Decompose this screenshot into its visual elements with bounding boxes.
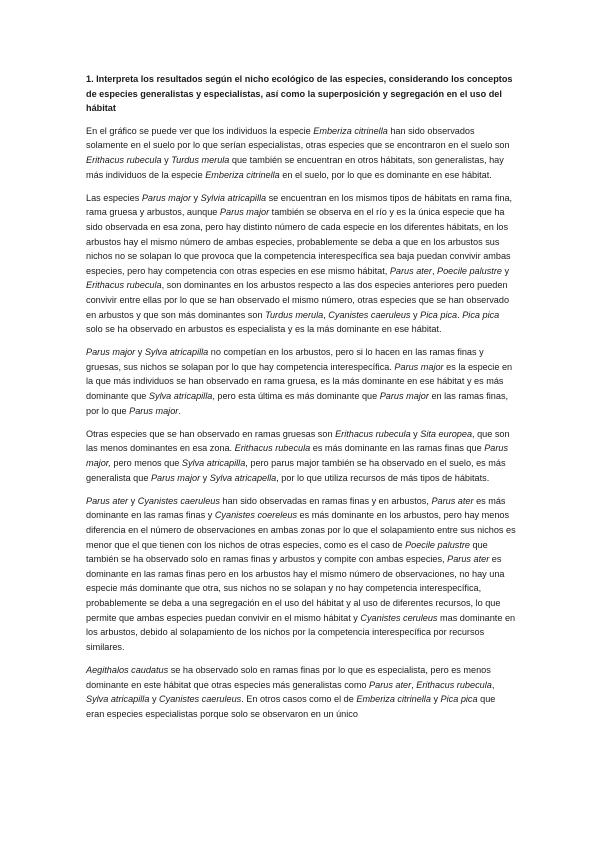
document-page	[86, 72, 516, 730]
species-name: Cyanistes coereleus	[214, 510, 298, 521]
species-name: Parus ater	[86, 495, 129, 506]
species-name: Parus major	[379, 391, 429, 402]
species-name: Turdus merula	[265, 309, 324, 320]
species-name: Parus major,	[86, 443, 509, 469]
text-segment: se encuentran en los mismos tipos de hábitats en rama fina, rama gruesa y arbustos, aunque	[86, 192, 513, 218]
species-name: Sylva atricapilla	[148, 391, 213, 402]
species-name: Cyanistes caeruleus	[328, 309, 411, 320]
text-segment: , pero parus major también se ha observado en el suelo, es más generalista que	[86, 458, 506, 483]
text-segment: En el gráfico se puede ver que los individuos la especie	[86, 125, 314, 136]
species-name: Parus major	[129, 405, 179, 416]
species-name: Parus major	[86, 347, 136, 358]
species-name: Sylva atricapilla	[86, 694, 150, 705]
species-name: Emberiza citrinella	[356, 694, 431, 705]
species-name: Erithacus rubecula	[335, 428, 411, 439]
text-segment: es más dominante en las ramas finas y	[86, 495, 506, 521]
text-segment: , son dominantes en los arbustos respecto a las dos especies anteriores pero pueden convivir entre ellas por lo que se han observado el mismo número, otras especies que se han observado en arbustos y que son más dominantes son	[86, 280, 510, 320]
question-heading: 1. Interpreta los resultados según el nicho ecológico de las especies, considerando los conceptos de especies generalistas y especialistas, así como la superposición y segregación en el uso del hábitat	[86, 74, 513, 114]
text-segment: pero menos que	[110, 458, 182, 469]
text-segment: y	[200, 472, 210, 483]
paragraph	[86, 663, 516, 721]
text-segment: , que son las menos dominantes en esa zona.	[86, 428, 510, 454]
species-name: Parus ater	[431, 495, 474, 506]
species-name: Sylva atricapilla	[181, 458, 246, 469]
species-name: Parus ater	[447, 554, 490, 565]
text-segment: también se observa en el río y es la única especie que ha sido observada en esa zona, pero hay distinto número de cada especie en los diferentes hábitats, en los arbustos hay el mismo número de ambas especies, probablemente se deba a que en los arbustos sus nichos no se solapan lo que provoca que la competencia interespecífica sea baja puedan convivir ambas especies, pero hay competencia con otras especies en ese mismo hábitat,	[86, 207, 511, 276]
text-segment: y	[135, 347, 145, 358]
text-segment: es dominante en las ramas finas pero en los arbustos hay el mismo número de observaciones, no hay una especie más dominante que otra, sus nichos no se solapan y no hay competencia interespecífica, probablemente se deba a una segregación en el uso del hábitat y al uso de diferentes recursos, lo que permite que ambas especies puedan convivir en el mismo hábitat y	[86, 554, 505, 623]
text-segment: ,	[491, 679, 495, 690]
species-name: Parus ater	[369, 679, 412, 690]
species-name: Parus major	[150, 472, 201, 483]
species-name: Pica pica	[462, 309, 500, 320]
species-name: Aegithalos caudatus	[86, 664, 169, 675]
text-segment: y	[430, 694, 441, 705]
text-segment: no competían en los arbustos, pero si lo hacen en las ramas finas y gruesas, sus nichos se solapan por lo que hay competencia interespecífica.	[86, 347, 484, 372]
text-segment: y	[128, 495, 138, 506]
paragraph	[86, 191, 516, 337]
species-name: Erithacus rubecula	[234, 443, 311, 454]
species-name: Emberiza citrinella	[205, 169, 280, 180]
text-segment: .	[178, 405, 181, 416]
text-segment: y	[149, 694, 160, 705]
text-segment: que eran especies especialistas porque solo se observaron en un único	[86, 694, 496, 719]
species-name: Sylva atricapilla	[144, 347, 209, 358]
text-segment: que también se ha observado solo en ramas finas y arbustos y compite con ambas especies,	[86, 539, 488, 565]
species-name: Cyanistes ceruleus	[360, 612, 438, 623]
paragraph	[86, 345, 516, 418]
species-name: Poecile palustre	[405, 539, 470, 550]
text-segment: y	[191, 192, 201, 203]
species-name: Sylva atricapella	[209, 472, 277, 483]
species-name: Cyanistes caeruleus	[137, 495, 220, 506]
species-name: Parus major	[141, 192, 192, 203]
species-name: Parus major	[394, 361, 444, 372]
species-name: Sylvia atricapilla	[200, 192, 267, 203]
paragraph	[86, 124, 516, 182]
species-name: Parus ater	[389, 265, 432, 276]
text-segment: se ha observado solo en ramas finas por lo que es especialista, pero es menos dominante en este hábitat que otras especies más generalistas como	[86, 664, 491, 690]
species-name: Poecile palustre	[437, 265, 502, 276]
text-segment: . En otros casos como el de	[241, 694, 357, 705]
species-name: Pica pica	[420, 309, 458, 320]
text-segment: y	[161, 154, 172, 165]
text-segment: es más dominante en las ramas finas que	[310, 443, 485, 454]
species-name: Pica pica	[440, 694, 478, 705]
species-name: Cyanistes caeruleus	[159, 694, 242, 705]
text-segment: y	[410, 309, 421, 320]
text-segment: , pero esta última es más dominante que	[212, 391, 380, 402]
text-segment: .	[457, 309, 463, 320]
species-name: Turdus merula	[171, 154, 230, 165]
text-segment: y	[410, 428, 421, 439]
text-segment: ,	[431, 265, 438, 276]
text-segment: han sido observadas en ramas finas y en arbustos,	[219, 495, 432, 506]
paragraph	[86, 494, 516, 655]
text-segment: solo se ha observado en arbustos es especialista y es la más dominante en ese hábitat.	[86, 324, 442, 335]
text-segment: ,	[411, 679, 417, 690]
text-segment: han sido observados solamente en el suelo por lo que serían especialistas, otras especies que se encontraron en el suelo son	[86, 125, 510, 151]
species-name: Parus major	[219, 207, 270, 218]
text-segment: es más dominante en los arbustos, pero hay menos diferencia en el número de observaciones en ambas zonas por lo que el solapamiento entre sus nichos es menor que el que tienen con los nichos de otras especies, como es el caso de	[86, 510, 516, 550]
text-segment: es la especie en la que más individuos se han observado en rama gruesa, es la más dominante en ese hábitat y es más dominante que	[86, 361, 513, 402]
paragraph	[86, 427, 516, 485]
text-segment: en las ramas finas, por lo que	[86, 391, 509, 416]
text-segment: que también se encuentran en otros hábitats, son generalistas, hay más individuos de la especie	[86, 154, 504, 180]
species-name: Erithacus rubecula	[86, 280, 162, 291]
text-segment: en el suelo, por lo que es dominante en ese hábitat.	[279, 169, 492, 180]
species-name: Emberiza citrinella	[313, 125, 388, 136]
species-name: Erithacus rubecula	[86, 154, 162, 165]
answer-body	[86, 124, 516, 722]
text-segment: Otras especies que se han observado en ramas gruesas son	[86, 428, 336, 439]
text-segment: y	[501, 265, 510, 276]
text-segment: mas dominante en los arbustos, debido al solapamiento de los nichos por la competencia interespecífica por recursos similares.	[86, 612, 516, 652]
species-name: Sita europea	[420, 428, 473, 439]
text-segment: ,	[323, 309, 329, 320]
species-name: Erithacus rubecula	[416, 679, 492, 690]
text-segment: , por lo que utiliza recursos de más tipos de hábitats.	[276, 472, 490, 483]
text-segment: Las especies	[86, 192, 142, 203]
